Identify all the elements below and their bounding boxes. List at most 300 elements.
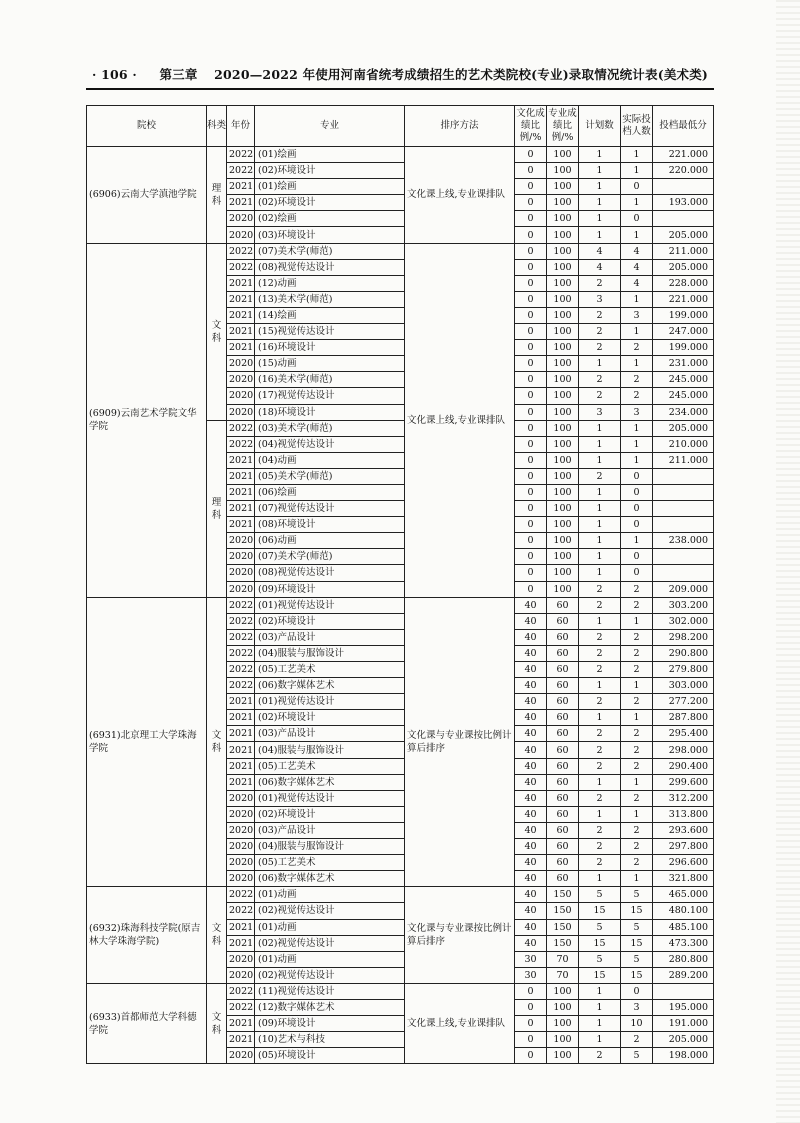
actual-cell: 0 xyxy=(621,549,653,565)
culture-ratio-cell: 40 xyxy=(515,694,547,710)
year-cell: 2020 xyxy=(227,388,255,404)
major-cell: (08)环境设计 xyxy=(255,517,405,533)
year-cell: 2020 xyxy=(227,549,255,565)
min-score-cell: 199.000 xyxy=(653,307,714,323)
actual-cell: 2 xyxy=(621,822,653,838)
actual-cell: 2 xyxy=(621,372,653,388)
year-cell: 2020 xyxy=(227,533,255,549)
plan-cell: 2 xyxy=(579,822,621,838)
year-cell: 2022 xyxy=(227,887,255,903)
plan-cell: 1 xyxy=(579,356,621,372)
plan-cell: 1 xyxy=(579,999,621,1015)
culture-ratio-cell: 0 xyxy=(515,565,547,581)
culture-ratio-cell: 0 xyxy=(515,404,547,420)
year-cell: 2021 xyxy=(227,726,255,742)
plan-cell: 2 xyxy=(579,275,621,291)
table-body xyxy=(87,147,714,1064)
culture-ratio-cell: 40 xyxy=(515,903,547,919)
min-score-cell: 480.100 xyxy=(653,903,714,919)
year-cell: 2021 xyxy=(227,340,255,356)
year-cell: 2021 xyxy=(227,291,255,307)
plan-cell: 1 xyxy=(579,163,621,179)
plan-cell: 1 xyxy=(579,806,621,822)
culture-ratio-cell: 0 xyxy=(515,211,547,227)
culture-ratio-cell: 40 xyxy=(515,726,547,742)
min-score-cell xyxy=(653,484,714,500)
culture-ratio-cell: 0 xyxy=(515,983,547,999)
table-row xyxy=(87,597,714,613)
culture-ratio-cell: 0 xyxy=(515,549,547,565)
culture-ratio-cell: 0 xyxy=(515,420,547,436)
year-cell: 2021 xyxy=(227,275,255,291)
plan-cell: 2 xyxy=(579,839,621,855)
actual-cell: 0 xyxy=(621,179,653,195)
plan-cell: 2 xyxy=(579,372,621,388)
major-ratio-cell: 100 xyxy=(547,1032,579,1048)
min-score-cell: 312.200 xyxy=(653,790,714,806)
major-cell: (01)绘画 xyxy=(255,147,405,163)
min-score-cell: 279.800 xyxy=(653,662,714,678)
plan-cell: 2 xyxy=(579,307,621,323)
major-cell: (02)视觉传达设计 xyxy=(255,967,405,983)
actual-cell: 10 xyxy=(621,1016,653,1032)
chapter-label: 第三章 xyxy=(159,67,198,82)
min-score-cell: 298.200 xyxy=(653,629,714,645)
culture-ratio-cell: 0 xyxy=(515,484,547,500)
culture-ratio-cell: 40 xyxy=(515,678,547,694)
year-cell: 2020 xyxy=(227,356,255,372)
actual-cell: 2 xyxy=(621,581,653,597)
plan-cell: 1 xyxy=(579,227,621,243)
major-ratio-cell: 100 xyxy=(547,484,579,500)
plan-cell: 1 xyxy=(579,436,621,452)
culture-ratio-cell: 0 xyxy=(515,243,547,259)
min-score-cell: 234.000 xyxy=(653,404,714,420)
culture-ratio-cell: 40 xyxy=(515,597,547,613)
method-cell: 文化课与专业课按比例计算后排序 xyxy=(405,887,515,984)
actual-cell: 3 xyxy=(621,999,653,1015)
plan-cell: 2 xyxy=(579,855,621,871)
major-cell: (05)美术学(师范) xyxy=(255,468,405,484)
year-cell: 2021 xyxy=(227,195,255,211)
plan-cell: 1 xyxy=(579,871,621,887)
culture-ratio-cell: 40 xyxy=(515,855,547,871)
major-ratio-cell: 100 xyxy=(547,549,579,565)
plan-cell: 5 xyxy=(579,919,621,935)
culture-ratio-cell: 40 xyxy=(515,613,547,629)
min-score-cell: 295.400 xyxy=(653,726,714,742)
actual-cell: 5 xyxy=(621,951,653,967)
actual-cell: 0 xyxy=(621,983,653,999)
culture-ratio-cell: 0 xyxy=(515,1016,547,1032)
major-cell: (01)视觉传达设计 xyxy=(255,597,405,613)
plan-cell: 15 xyxy=(579,903,621,919)
plan-cell: 2 xyxy=(579,324,621,340)
actual-cell: 1 xyxy=(621,324,653,340)
actual-cell: 15 xyxy=(621,903,653,919)
major-cell: (02)环境设计 xyxy=(255,163,405,179)
culture-ratio-cell: 40 xyxy=(515,758,547,774)
major-ratio-cell: 100 xyxy=(547,195,579,211)
actual-cell: 2 xyxy=(621,645,653,661)
culture-ratio-cell: 0 xyxy=(515,468,547,484)
min-score-cell: 280.800 xyxy=(653,951,714,967)
col-plan: 计划数 xyxy=(579,106,621,147)
major-cell: (14)绘画 xyxy=(255,307,405,323)
year-cell: 2022 xyxy=(227,999,255,1015)
culture-ratio-cell: 0 xyxy=(515,324,547,340)
culture-ratio-cell: 30 xyxy=(515,951,547,967)
year-cell: 2020 xyxy=(227,372,255,388)
major-ratio-cell: 100 xyxy=(547,404,579,420)
year-cell: 2021 xyxy=(227,1032,255,1048)
major-cell: (15)动画 xyxy=(255,356,405,372)
actual-cell: 0 xyxy=(621,501,653,517)
major-ratio-cell: 60 xyxy=(547,613,579,629)
major-cell: (07)视觉传达设计 xyxy=(255,501,405,517)
min-score-cell: 303.200 xyxy=(653,597,714,613)
header-rule xyxy=(86,88,714,90)
plan-cell: 2 xyxy=(579,388,621,404)
year-cell: 2020 xyxy=(227,790,255,806)
plan-cell: 2 xyxy=(579,597,621,613)
plan-cell: 2 xyxy=(579,662,621,678)
major-cell: (06)数字媒体艺术 xyxy=(255,678,405,694)
plan-cell: 15 xyxy=(579,967,621,983)
plan-cell: 1 xyxy=(579,147,621,163)
plan-cell: 2 xyxy=(579,726,621,742)
major-cell: (05)工艺美术 xyxy=(255,855,405,871)
min-score-cell: 221.000 xyxy=(653,291,714,307)
year-cell: 2020 xyxy=(227,404,255,420)
major-cell: (03)环境设计 xyxy=(255,227,405,243)
year-cell: 2022 xyxy=(227,243,255,259)
actual-cell: 1 xyxy=(621,356,653,372)
year-cell: 2022 xyxy=(227,436,255,452)
major-ratio-cell: 60 xyxy=(547,694,579,710)
culture-ratio-cell: 0 xyxy=(515,1032,547,1048)
major-ratio-cell: 100 xyxy=(547,275,579,291)
major-cell: (01)动画 xyxy=(255,951,405,967)
table-header-row xyxy=(87,106,714,147)
major-cell: (02)环境设计 xyxy=(255,195,405,211)
culture-ratio-cell: 0 xyxy=(515,533,547,549)
school-cell: (6933)首都师范大学科德学院 xyxy=(87,983,207,1063)
admission-table xyxy=(86,105,714,1064)
major-ratio-cell: 100 xyxy=(547,999,579,1015)
method-cell: 文化课上线,专业课排队 xyxy=(405,983,515,1063)
min-score-cell: 199.000 xyxy=(653,340,714,356)
min-score-cell: 303.000 xyxy=(653,678,714,694)
major-cell: (02)视觉传达设计 xyxy=(255,903,405,919)
min-score-cell: 302.000 xyxy=(653,613,714,629)
major-ratio-cell: 100 xyxy=(547,356,579,372)
plan-cell: 3 xyxy=(579,291,621,307)
min-score-cell: 205.000 xyxy=(653,1032,714,1048)
culture-ratio-cell: 0 xyxy=(515,999,547,1015)
actual-cell: 2 xyxy=(621,1032,653,1048)
col-school: 院校 xyxy=(87,106,207,147)
year-cell: 2021 xyxy=(227,484,255,500)
major-cell: (15)视觉传达设计 xyxy=(255,324,405,340)
min-score-cell xyxy=(653,549,714,565)
major-cell: (13)美术学(师范) xyxy=(255,291,405,307)
actual-cell: 1 xyxy=(621,774,653,790)
plan-cell: 5 xyxy=(579,951,621,967)
col-major-ratio: 专业成绩比例/% xyxy=(547,106,579,147)
actual-cell: 1 xyxy=(621,533,653,549)
culture-ratio-cell: 0 xyxy=(515,259,547,275)
major-ratio-cell: 60 xyxy=(547,806,579,822)
actual-cell: 3 xyxy=(621,307,653,323)
year-cell: 2021 xyxy=(227,710,255,726)
culture-ratio-cell: 0 xyxy=(515,227,547,243)
year-cell: 2022 xyxy=(227,163,255,179)
actual-cell: 2 xyxy=(621,742,653,758)
culture-ratio-cell: 0 xyxy=(515,372,547,388)
major-cell: (12)数字媒体艺术 xyxy=(255,999,405,1015)
plan-cell: 1 xyxy=(579,774,621,790)
year-cell: 2021 xyxy=(227,179,255,195)
major-ratio-cell: 60 xyxy=(547,710,579,726)
major-cell: (10)艺术与科技 xyxy=(255,1032,405,1048)
major-cell: (16)环境设计 xyxy=(255,340,405,356)
culture-ratio-cell: 0 xyxy=(515,517,547,533)
major-ratio-cell: 150 xyxy=(547,935,579,951)
actual-cell: 5 xyxy=(621,887,653,903)
plan-cell: 4 xyxy=(579,259,621,275)
min-score-cell: 247.000 xyxy=(653,324,714,340)
major-ratio-cell: 60 xyxy=(547,822,579,838)
page-title: 2020—2022 年使用河南省统考成绩招生的艺术类院校(专业)录取情况统计表(美术类) xyxy=(214,67,709,82)
actual-cell: 1 xyxy=(621,163,653,179)
culture-ratio-cell: 0 xyxy=(515,356,547,372)
year-cell: 2021 xyxy=(227,501,255,517)
major-cell: (06)动画 xyxy=(255,533,405,549)
major-cell: (05)工艺美术 xyxy=(255,662,405,678)
plan-cell: 1 xyxy=(579,983,621,999)
major-cell: (07)美术学(师范) xyxy=(255,549,405,565)
year-cell: 2022 xyxy=(227,903,255,919)
actual-cell: 3 xyxy=(621,404,653,420)
culture-ratio-cell: 0 xyxy=(515,275,547,291)
year-cell: 2020 xyxy=(227,951,255,967)
year-cell: 2020 xyxy=(227,581,255,597)
actual-cell: 5 xyxy=(621,919,653,935)
year-cell: 2021 xyxy=(227,742,255,758)
plan-cell: 1 xyxy=(579,678,621,694)
min-score-cell: 289.200 xyxy=(653,967,714,983)
min-score-cell xyxy=(653,565,714,581)
min-score-cell xyxy=(653,983,714,999)
category-cell: 文科 xyxy=(207,983,227,1063)
plan-cell: 1 xyxy=(579,420,621,436)
min-score-cell: 205.000 xyxy=(653,259,714,275)
culture-ratio-cell: 40 xyxy=(515,822,547,838)
major-cell: (08)视觉传达设计 xyxy=(255,259,405,275)
culture-ratio-cell: 40 xyxy=(515,790,547,806)
major-cell: (11)视觉传达设计 xyxy=(255,983,405,999)
plan-cell: 2 xyxy=(579,1048,621,1064)
culture-ratio-cell: 40 xyxy=(515,645,547,661)
plan-cell: 2 xyxy=(579,790,621,806)
actual-cell: 1 xyxy=(621,710,653,726)
min-score-cell: 299.600 xyxy=(653,774,714,790)
culture-ratio-cell: 40 xyxy=(515,710,547,726)
year-cell: 2022 xyxy=(227,259,255,275)
table-row xyxy=(87,983,714,999)
col-major: 专业 xyxy=(255,106,405,147)
min-score-cell: 245.000 xyxy=(653,388,714,404)
plan-cell: 5 xyxy=(579,887,621,903)
col-min-score: 投档最低分 xyxy=(653,106,714,147)
plan-cell: 4 xyxy=(579,243,621,259)
culture-ratio-cell: 0 xyxy=(515,436,547,452)
plan-cell: 1 xyxy=(579,517,621,533)
plan-cell: 2 xyxy=(579,645,621,661)
table-row xyxy=(87,243,714,259)
plan-cell: 2 xyxy=(579,581,621,597)
plan-cell: 1 xyxy=(579,484,621,500)
major-ratio-cell: 60 xyxy=(547,758,579,774)
min-score-cell xyxy=(653,211,714,227)
actual-cell: 2 xyxy=(621,855,653,871)
min-score-cell: 321.800 xyxy=(653,871,714,887)
major-cell: (08)视觉传达设计 xyxy=(255,565,405,581)
major-cell: (01)视觉传达设计 xyxy=(255,790,405,806)
major-ratio-cell: 100 xyxy=(547,259,579,275)
col-culture-ratio: 文化成绩比例/% xyxy=(515,106,547,147)
actual-cell: 0 xyxy=(621,211,653,227)
major-ratio-cell: 100 xyxy=(547,211,579,227)
year-cell: 2020 xyxy=(227,871,255,887)
table-row xyxy=(87,887,714,903)
year-cell: 2020 xyxy=(227,967,255,983)
actual-cell: 0 xyxy=(621,484,653,500)
year-cell: 2020 xyxy=(227,806,255,822)
major-ratio-cell: 60 xyxy=(547,645,579,661)
col-actual: 实际投档人数 xyxy=(621,106,653,147)
major-cell: (06)数字媒体艺术 xyxy=(255,871,405,887)
min-score-cell: 211.000 xyxy=(653,243,714,259)
major-ratio-cell: 100 xyxy=(547,420,579,436)
major-ratio-cell: 100 xyxy=(547,372,579,388)
major-ratio-cell: 100 xyxy=(547,227,579,243)
culture-ratio-cell: 0 xyxy=(515,307,547,323)
major-cell: (06)数字媒体艺术 xyxy=(255,774,405,790)
major-cell: (17)视觉传达设计 xyxy=(255,388,405,404)
culture-ratio-cell: 0 xyxy=(515,195,547,211)
major-ratio-cell: 60 xyxy=(547,629,579,645)
major-cell: (04)服装与服饰设计 xyxy=(255,742,405,758)
major-cell: (07)美术学(师范) xyxy=(255,243,405,259)
year-cell: 2020 xyxy=(227,211,255,227)
min-score-cell: 193.000 xyxy=(653,195,714,211)
culture-ratio-cell: 40 xyxy=(515,742,547,758)
major-ratio-cell: 150 xyxy=(547,919,579,935)
culture-ratio-cell: 30 xyxy=(515,967,547,983)
actual-cell: 1 xyxy=(621,420,653,436)
scan-edge-noise xyxy=(776,0,800,1123)
actual-cell: 2 xyxy=(621,629,653,645)
major-ratio-cell: 100 xyxy=(547,147,579,163)
major-ratio-cell: 60 xyxy=(547,790,579,806)
culture-ratio-cell: 40 xyxy=(515,662,547,678)
major-ratio-cell: 100 xyxy=(547,1016,579,1032)
actual-cell: 2 xyxy=(621,790,653,806)
min-score-cell: 221.000 xyxy=(653,147,714,163)
major-cell: (04)动画 xyxy=(255,452,405,468)
plan-cell: 1 xyxy=(579,1032,621,1048)
culture-ratio-cell: 0 xyxy=(515,147,547,163)
category-cell: 理科 xyxy=(207,147,227,244)
page-number: · 106 · xyxy=(92,67,137,82)
actual-cell: 2 xyxy=(621,726,653,742)
culture-ratio-cell: 0 xyxy=(515,340,547,356)
year-cell: 2022 xyxy=(227,597,255,613)
culture-ratio-cell: 0 xyxy=(515,452,547,468)
major-ratio-cell: 100 xyxy=(547,163,579,179)
school-cell: (6906)云南大学滇池学院 xyxy=(87,147,207,244)
major-ratio-cell: 100 xyxy=(547,452,579,468)
major-ratio-cell: 100 xyxy=(547,468,579,484)
min-score-cell: 313.800 xyxy=(653,806,714,822)
culture-ratio-cell: 0 xyxy=(515,1048,547,1064)
major-ratio-cell: 60 xyxy=(547,678,579,694)
year-cell: 2021 xyxy=(227,774,255,790)
year-cell: 2021 xyxy=(227,517,255,533)
min-score-cell: 485.100 xyxy=(653,919,714,935)
plan-cell: 15 xyxy=(579,935,621,951)
min-score-cell: 210.000 xyxy=(653,436,714,452)
min-score-cell: 298.000 xyxy=(653,742,714,758)
major-ratio-cell: 100 xyxy=(547,324,579,340)
major-cell: (01)视觉传达设计 xyxy=(255,694,405,710)
actual-cell: 1 xyxy=(621,452,653,468)
major-cell: (04)服装与服饰设计 xyxy=(255,839,405,855)
year-cell: 2022 xyxy=(227,983,255,999)
min-score-cell: 290.400 xyxy=(653,758,714,774)
year-cell: 2021 xyxy=(227,324,255,340)
plan-cell: 1 xyxy=(579,501,621,517)
table-row xyxy=(87,147,714,163)
actual-cell: 4 xyxy=(621,243,653,259)
actual-cell: 1 xyxy=(621,227,653,243)
actual-cell: 0 xyxy=(621,565,653,581)
major-ratio-cell: 100 xyxy=(547,1048,579,1064)
category-cell: 理科 xyxy=(207,420,227,597)
actual-cell: 4 xyxy=(621,259,653,275)
year-cell: 2020 xyxy=(227,855,255,871)
plan-cell: 2 xyxy=(579,468,621,484)
min-score-cell: 465.000 xyxy=(653,887,714,903)
year-cell: 2022 xyxy=(227,645,255,661)
major-cell: (03)产品设计 xyxy=(255,629,405,645)
min-score-cell: 287.800 xyxy=(653,710,714,726)
year-cell: 2020 xyxy=(227,227,255,243)
min-score-cell xyxy=(653,179,714,195)
year-cell: 2021 xyxy=(227,758,255,774)
year-cell: 2020 xyxy=(227,565,255,581)
min-score-cell: 290.800 xyxy=(653,645,714,661)
year-cell: 2021 xyxy=(227,694,255,710)
culture-ratio-cell: 40 xyxy=(515,774,547,790)
actual-cell: 15 xyxy=(621,935,653,951)
major-ratio-cell: 60 xyxy=(547,871,579,887)
major-ratio-cell: 70 xyxy=(547,967,579,983)
min-score-cell: 198.000 xyxy=(653,1048,714,1064)
plan-cell: 1 xyxy=(579,613,621,629)
